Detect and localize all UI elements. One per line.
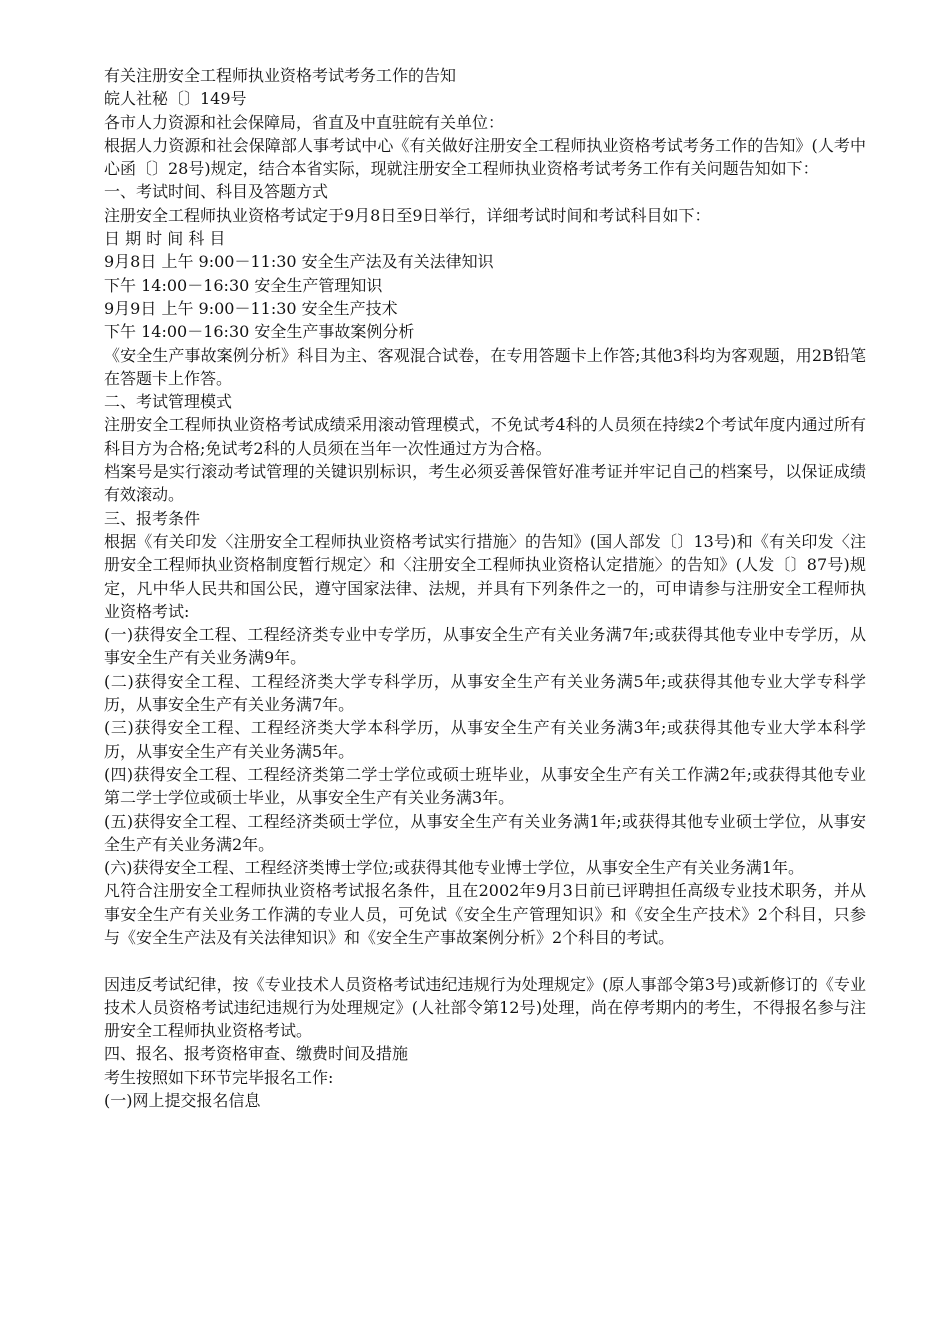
section4-text: 考生按照如下环节完毕报名工作: <box>104 1067 334 1087</box>
section2-paragraph: 档案号是实行滚动考试管理的关键识别标识，考生必须妥善保管好准考证并牢记自己的档案号，以保证成绩有效滚动。 <box>104 462 866 505</box>
condition-item: (五)获得安全工程、工程经济类硕士学位，从事安全生产有关业务满1年;或获得其他专业硕士学位，从事安全生产有关业务满2年。 <box>104 811 866 854</box>
document-title: 有关注册安全工程师执业资格考试考务工作的告知 <box>104 66 457 85</box>
exemption-paragraph: 凡符合注册安全工程师执业资格考试报名条件，且在2002年9月3日前已评聘担任高级专业技术职务，并从事安全生产有关业务工作满的专业人员，可免试《安全生产管理知识》和《安全生产技术》2个科目，只参与《安全生产法及有关法律知识》和《安全生产事故案例分析》2个科目的考试。 <box>104 881 866 947</box>
section-heading-3: 三、报考条件 <box>104 508 201 528</box>
schedule-row: 下午 14:00－16:30 安全生产管理知识 <box>104 275 383 295</box>
section-heading-4: 四、报名、报考资格审查、缴费时间及措施 <box>104 1044 409 1064</box>
condition-item: (三)获得安全工程、工程经济类大学本科学历，从事安全生产有关业务满3年;或获得其他专业大学本科学历，从事安全生产有关业务满5年。 <box>104 718 866 761</box>
section-heading-1: 一、考试时间、科目及答题方式 <box>104 182 329 202</box>
document-body <box>104 64 866 1112</box>
condition-item: (六)获得安全工程、工程经济类博士学位;或获得其他专业博士学位，从事安全生产有关业务满1年。 <box>104 858 805 878</box>
section1-note: 《安全生产事故案例分析》科目为主、客观混合试卷，在专用答题卡上作答;其他3科均为客观题，用2B铅笔在答题卡上作答。 <box>104 345 866 388</box>
section1-text: 注册安全工程师执业资格考试定于9月8日至9日举行，详细考试时间和考试科目如下： <box>104 205 711 225</box>
section-heading-2: 二、考试管理模式 <box>104 392 233 412</box>
condition-item: (一)获得安全工程、工程经济类专业中专学历，从事安全生产有关业务满7年;或获得其他专业中专学历，从事安全生产有关业务满9年。 <box>104 625 866 668</box>
document-number: 皖人社秘〔〕149号 <box>104 89 247 109</box>
section4-step: (一)网上提交报名信息 <box>104 1091 261 1111</box>
section2-paragraph: 注册安全工程师执业资格考试成绩采用滚动管理模式，不免试考4科的人员须在持续2个考试年度内通过所有科目方为合格;免试考2科的人员须在当年一次性通过方为合格。 <box>104 415 866 458</box>
blank-line <box>104 949 866 972</box>
intro-paragraph: 根据人力资源和社会保障部人事考试中心《有关做好注册安全工程师执业资格考试考务工作的告知》(人考中心函〔〕28号)规定，结合本省实际，现就注册安全工程师执业资格考试考务工作有关问题告知如下： <box>104 135 866 179</box>
section3-intro: 根据《有关印发〈注册安全工程师执业资格考试实行措施〉的告知》(国人部发〔〕13号)和《有关印发〈注册安全工程师执业资格制度暂行规定〉和〈注册安全工程师执业资格认定措施〉的告知》(人发〔〕87号)规定，凡中华人民共和国公民，遵守国家法律、法规，并具有下列条件之一的，可申请参与注册安全工程师执业资格考试: <box>104 531 866 621</box>
schedule-header: 日 期 时 间 科 目 <box>104 229 226 249</box>
schedule-row: 下午 14:00－16:30 安全生产事故案例分析 <box>104 322 415 342</box>
schedule-row: 9月9日 上午 9:00－11:30 安全生产技术 <box>104 298 398 318</box>
addressee: 各市人力资源和社会保障局，省直及中直驻皖有关单位： <box>104 112 505 132</box>
schedule-row: 9月8日 上午 9:00－11:30 安全生产法及有关法律知识 <box>104 252 494 272</box>
condition-item: (二)获得安全工程、工程经济类大学专科学历，从事安全生产有关业务满5年;或获得其他专业大学专科学历，从事安全生产有关业务满7年。 <box>104 671 866 715</box>
restriction-paragraph: 因违反考试纪律，按《专业技术人员资格考试违纪违规行为处理规定》(原人事部令第3号)或新修订的《专业技术人员资格考试违纪违规行为处理规定》(人社部令第12号)处理，尚在停考期内的考生，不得报名参与注册安全工程师执业资格考试。 <box>104 974 866 1041</box>
condition-item: (四)获得安全工程、工程经济类第二学士学位或硕士班毕业，从事安全生产有关工作满2年;或获得其他专业第二学士学位或硕士毕业，从事安全生产有关业务满3年。 <box>104 764 866 808</box>
